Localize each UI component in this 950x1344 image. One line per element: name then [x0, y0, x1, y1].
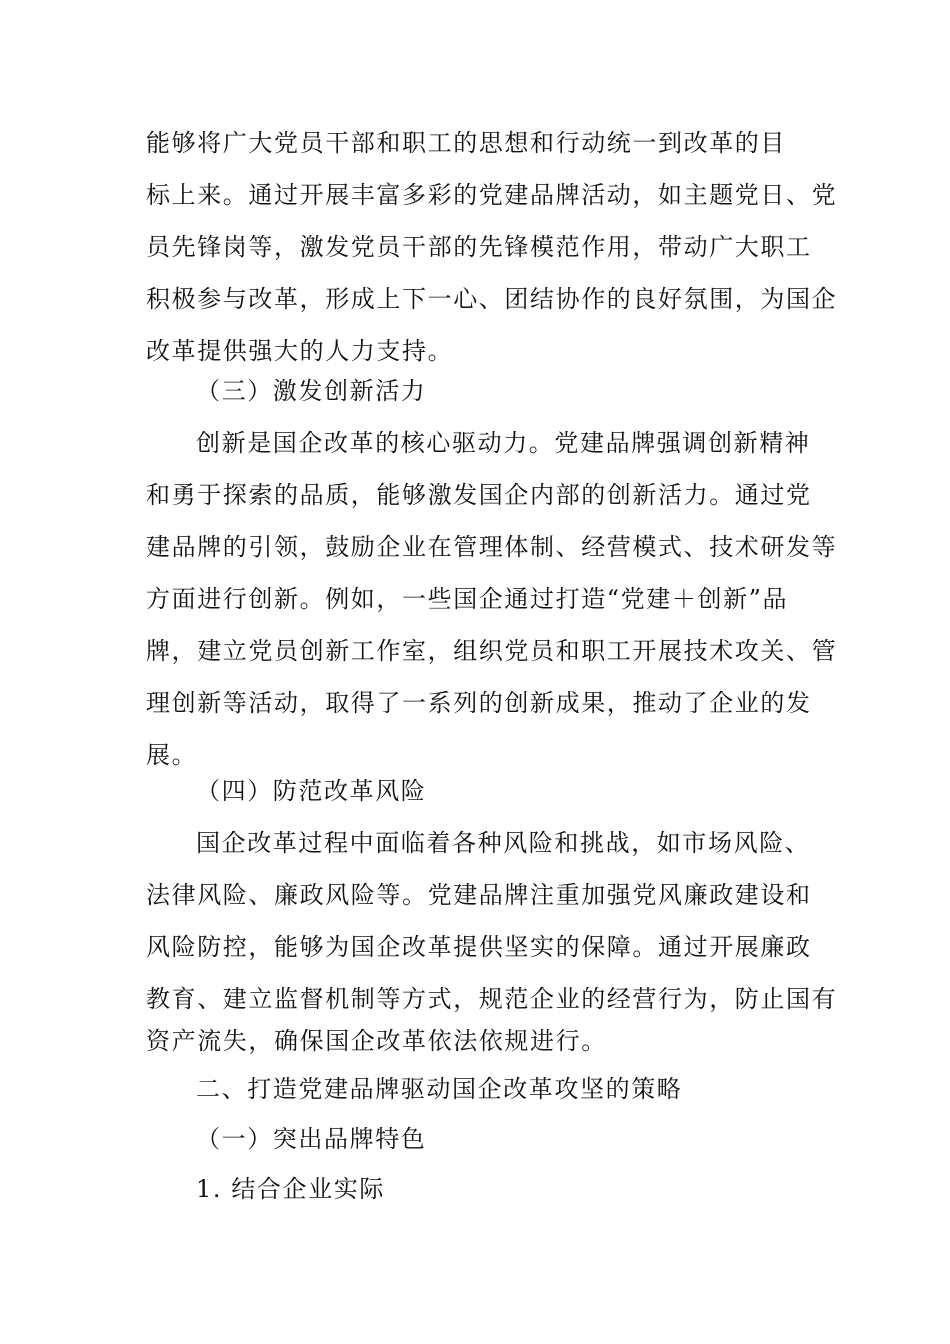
paragraph-line: 国企改革过程中面临着各种风险和挑战，如市场风险、 [196, 829, 811, 857]
chapter-heading-2: 二、打造党建品牌驱动国企改革攻坚的策略 [196, 1075, 683, 1103]
paragraph-line: 方面进行创新。例如，一些国企通过打造“党建＋创新”品 [146, 585, 789, 613]
paragraph-line: 理创新等活动，取得了一系列的创新成果，推动了企业的发 [146, 689, 812, 717]
paragraph-line: 能够将广大党员干部和职工的思想和行动统一到改革的目 [146, 129, 786, 157]
paragraph-line: 展。 [146, 741, 198, 769]
paragraph-line: 牌，建立党员创新工作室，组织党员和职工开展技术攻关、管 [146, 637, 838, 665]
paragraph-line: 风险防控，能够为国企改革提供坚实的保障。通过开展廉政 [146, 933, 812, 961]
paragraph-line: 建品牌的引领，鼓励企业在管理体制、经营模式、技术研发等 [146, 533, 838, 561]
section-heading-1: （一）突出品牌特色 [196, 1125, 427, 1153]
subsection-heading-1: 1. 结合企业实际 [196, 1175, 385, 1203]
paragraph-line: 创新是国企改革的核心驱动力。党建品牌强调创新精神 [196, 429, 811, 457]
paragraph-line: 教育、建立监督机制等方式，规范企业的经营行为，防止国有 [146, 985, 838, 1013]
paragraph-line: 员先锋岗等，激发党员干部的先锋模范作用，带动广大职工 [146, 233, 812, 261]
paragraph-line: 和勇于探索的品质，能够激发国企内部的创新活力。通过党 [146, 481, 812, 509]
section-heading-4: （四）防范改革风险 [196, 777, 427, 805]
paragraph-line: 法律风险、廉政风险等。党建品牌注重加强党风廉政建设和 [146, 881, 812, 909]
paragraph-line: 改革提供强大的人力支持。 [146, 337, 454, 365]
paragraph-line: 标上来。通过开展丰富多彩的党建品牌活动，如主题党日、党 [146, 181, 838, 209]
section-heading-3: （三）激发创新活力 [196, 377, 427, 405]
paragraph-line: 资产流失，确保国企改革依法依规进行。 [146, 1027, 607, 1055]
paragraph-line: 积极参与改革，形成上下一心、团结协作的良好氛围，为国企 [146, 285, 838, 313]
